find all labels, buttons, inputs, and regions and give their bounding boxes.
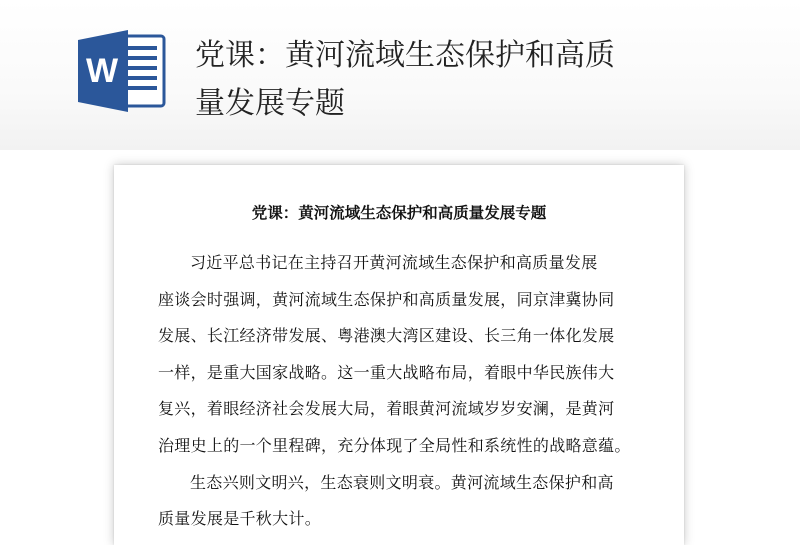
paragraph-line: 生态兴则文明兴，生态衰则文明衰。黄河流域生态保护和高 bbox=[190, 472, 614, 492]
paragraph-line: 习近平总书记在主持召开黄河流域生态保护和高质量发展 bbox=[190, 253, 598, 272]
document-body bbox=[158, 245, 648, 538]
word-icon-letter: W bbox=[85, 52, 119, 90]
page-title-line-2: 量发展专题 bbox=[195, 86, 345, 121]
paragraph-line: 质量发展是千秋大计。 bbox=[158, 509, 322, 529]
paragraph-line: 复兴，着眼经济社会发展大局，着眼黄河流域岁岁安澜，是黄河 bbox=[158, 399, 615, 419]
paragraph-line: 一样，是重大国家战略。这一重大战略布局，着眼中华民族伟大 bbox=[158, 362, 615, 382]
page-title bbox=[195, 32, 755, 128]
paragraph-line: 发展、长江经济带发展、粤港澳大湾区建设、长三角一体化发展 bbox=[158, 326, 615, 346]
document-title: 党课：黄河流域生态保护和高质量发展专题 bbox=[251, 204, 547, 222]
paragraph-line: 治理史上的一个里程碑，充分体现了全局性和系统性的战略意蕴。 bbox=[158, 435, 631, 455]
word-document-icon bbox=[78, 30, 168, 112]
page-title-line-1: 党课：黄河流域生态保护和高质 bbox=[195, 38, 615, 73]
document-page-preview bbox=[114, 165, 684, 545]
paragraph-line: 座谈会时强调，黄河流域生态保护和高质量发展，同京津冀协同 bbox=[158, 289, 615, 309]
